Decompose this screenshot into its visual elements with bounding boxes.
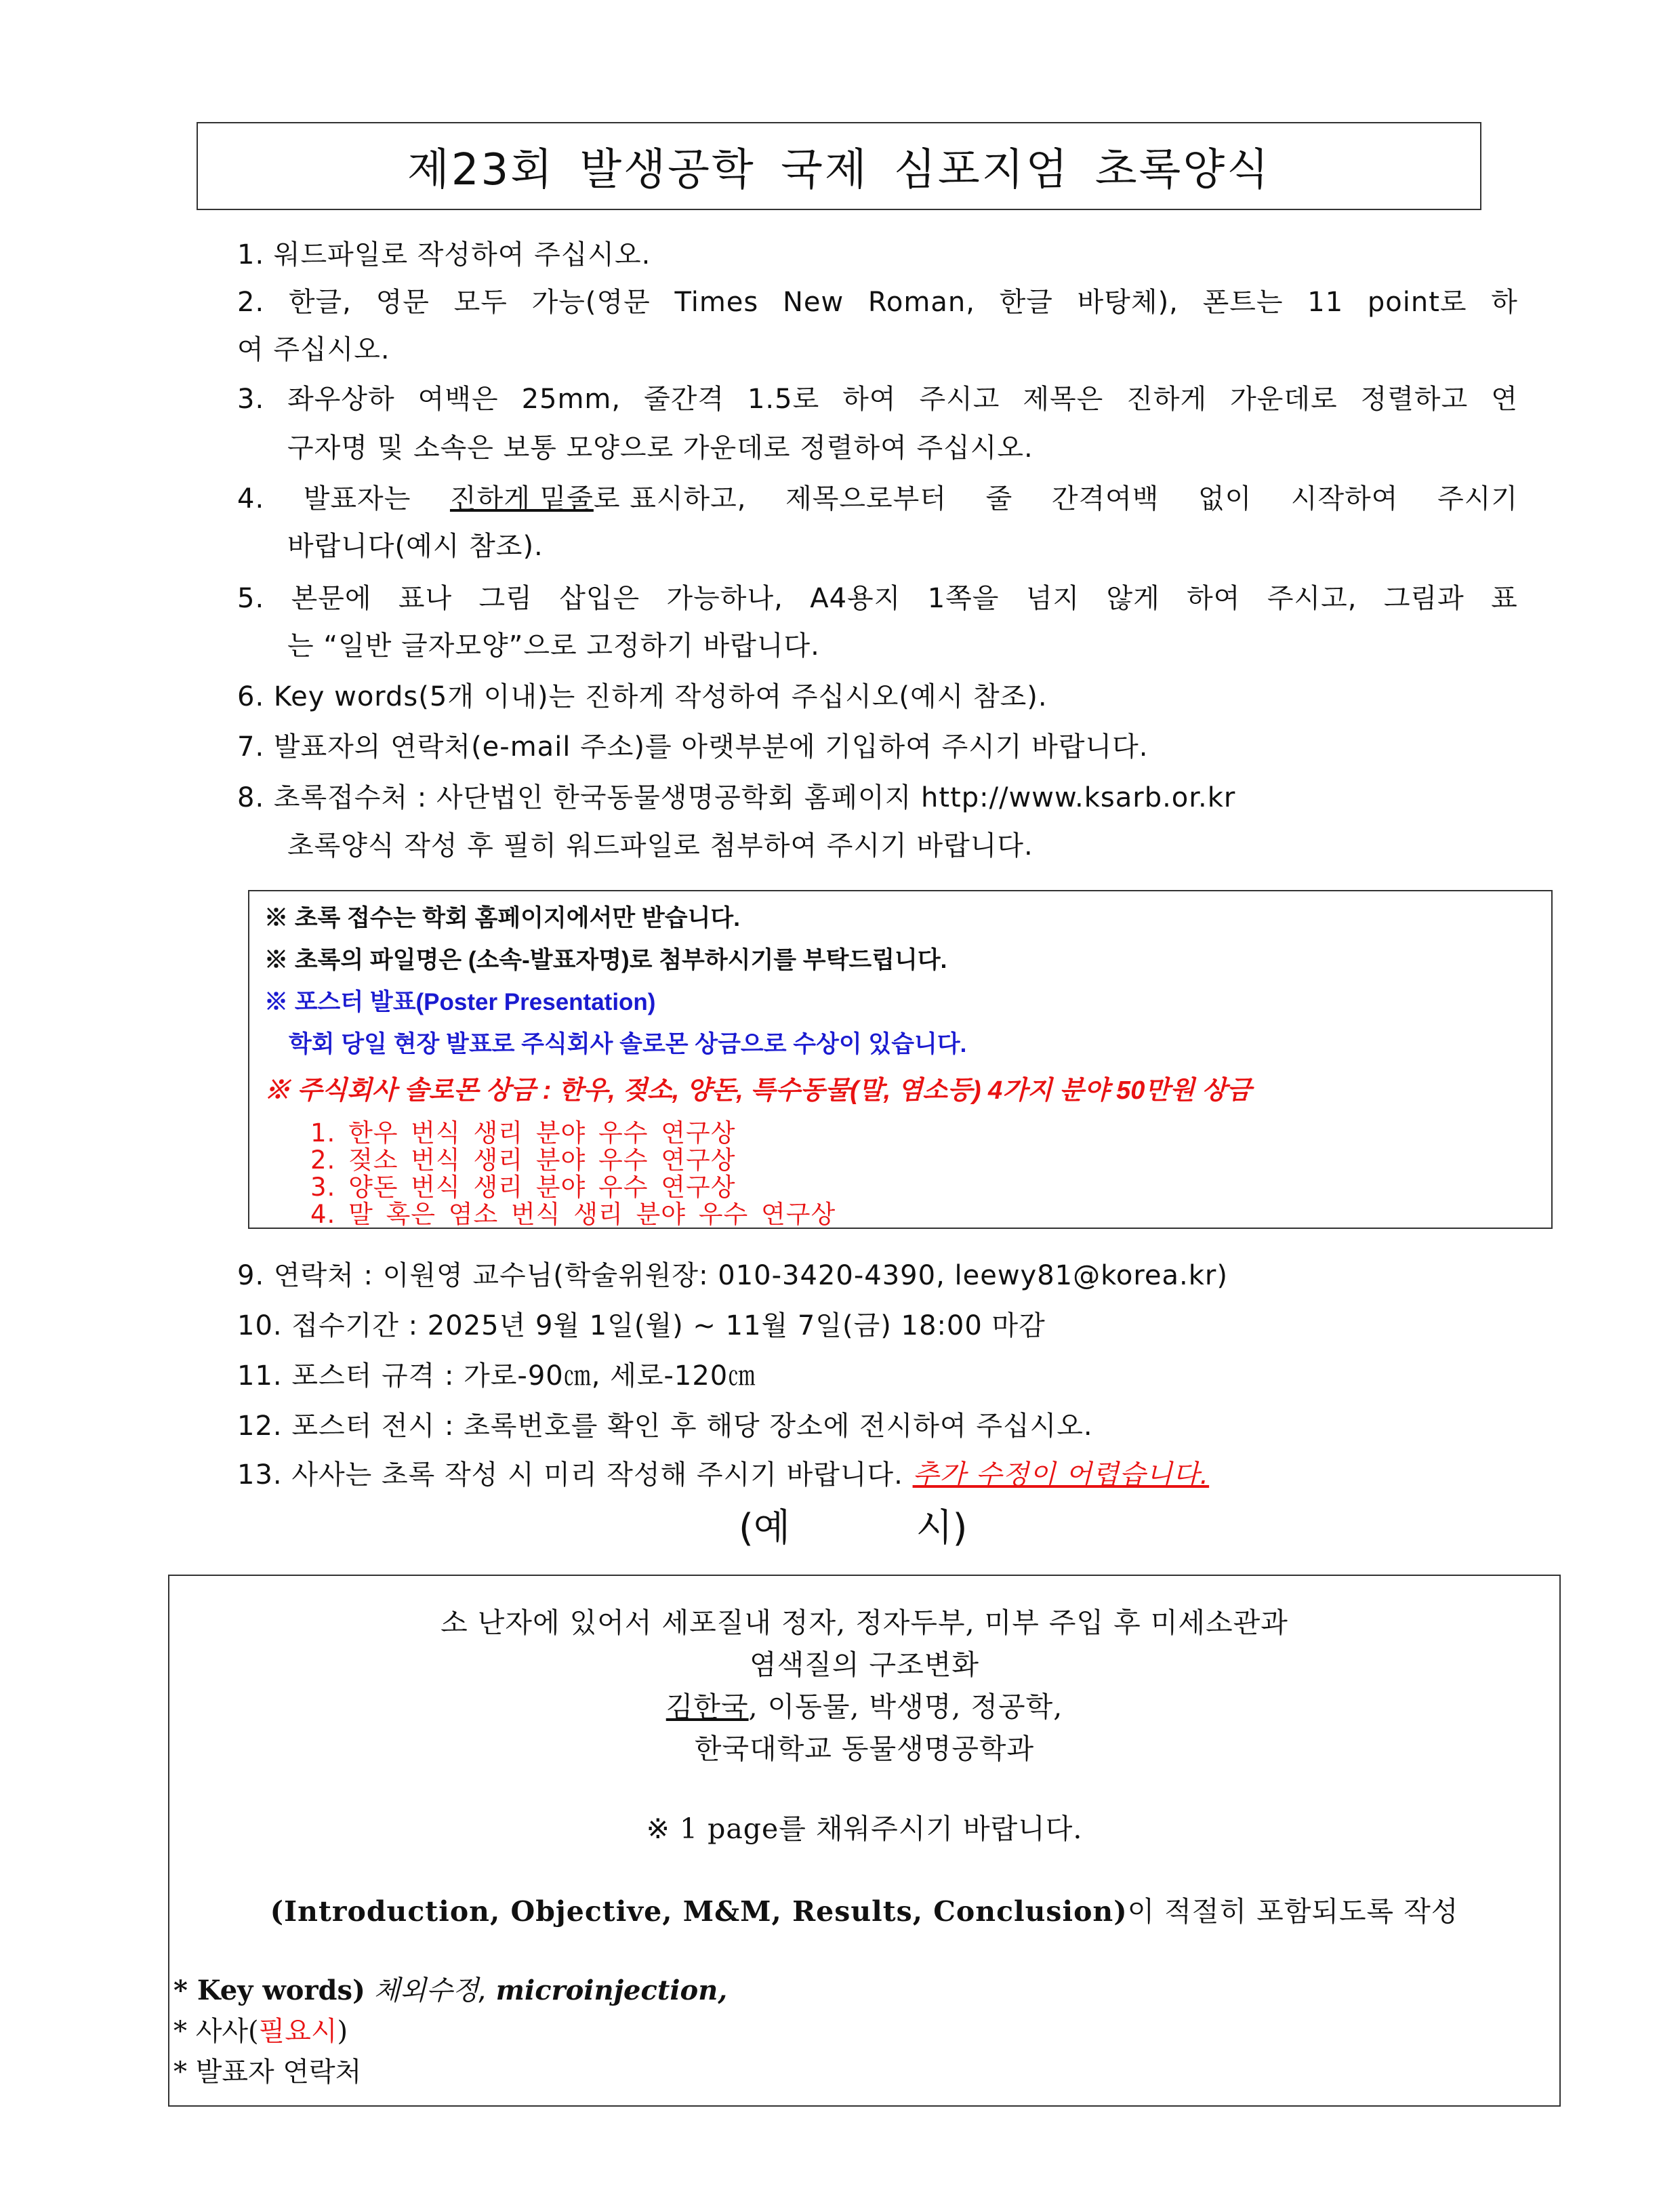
example-sections-list: (Introduction, Objective, M&M, Results, Conclusion)	[270, 1895, 1128, 1928]
instruction-9: 9. 연락처 : 이원영 교수님(학술위원장: 010-3420-4390, leewy81@korea.kr)	[237, 1260, 1228, 1291]
word: 시작하여	[1290, 483, 1399, 514]
example-title-line2: 염색질의 구조변화	[750, 1648, 979, 1681]
keywords-label: * Key words)	[173, 1974, 365, 2006]
award-item: 4. 말 혹은 염소 번식 생리 분야 우수 연구상	[310, 1200, 836, 1229]
word: 3.	[237, 384, 265, 415]
word: 여백은	[417, 384, 499, 415]
word: 2.	[237, 287, 265, 318]
word: 없이	[1198, 483, 1252, 514]
word: A4용지	[810, 583, 901, 614]
example-contact: * 발표자 연락처	[173, 2057, 362, 2088]
word: 그림	[478, 583, 533, 614]
word: 하	[1491, 287, 1518, 318]
word: 영문	[375, 287, 430, 318]
title-box	[197, 122, 1481, 210]
example-sections-note: 이 적절히 포함되도록 작성	[1127, 1895, 1459, 1928]
word: 1.5로	[747, 384, 820, 415]
example-label-open: (예	[739, 1506, 790, 1550]
instruction-12: 12. 포스터 전시 : 초록번호를 확인 후 해당 장소에 전시하여 주십시오.	[237, 1411, 1093, 1442]
word: New	[782, 287, 844, 318]
instruction-8-line2: 초록양식 작성 후 필히 워드파일로 첨부하여 주시기 바랍니다.	[287, 830, 1033, 862]
word: 폰트는	[1202, 287, 1284, 318]
notice-line-1: ※ 초록 접수는 학회 홈페이지에서만 받습니다.	[264, 905, 740, 931]
instruction-1: 1. 워드파일로 작성하여 주십시오.	[237, 239, 651, 270]
word: 바탕체),	[1077, 287, 1179, 318]
example-authors	[169, 1684, 1559, 1724]
instruction-3-line2: 구자명 및 소속은 보통 모양으로 가운데로 정렬하여 주십시오.	[287, 432, 1033, 464]
word: 삽입은	[559, 583, 640, 614]
instruction-7: 7. 발표자의 연락처(e-mail 주소)를 아랫부분에 기입하여 주시기 바랍니다.	[237, 731, 1149, 763]
example-title-line1: 소 난자에 있어서 세포질내 정자, 정자두부, 미부 주입 후 미세소관과	[441, 1606, 1288, 1639]
instruction-4-line2: 바랍니다(예시 참조).	[287, 531, 544, 562]
instruction-5-line1	[237, 574, 1518, 623]
word: 가능(영문	[531, 287, 651, 318]
instruction-5-line2: 는 “일반 글자모양”으로 고정하기 바랍니다.	[287, 630, 820, 662]
example-keywords	[173, 1969, 727, 2008]
ack-suffix: )	[337, 2016, 348, 2047]
notice-poster-detail: 학회 당일 현장 발표로 주식회사 솔로몬 상금으로 수상이 있습니다.	[289, 1031, 967, 1057]
example-label	[739, 1498, 968, 1552]
award-item: 2. 젖소 번식 생리 분야 우수 연구상	[310, 1146, 736, 1175]
word: 가능하나,	[666, 583, 783, 614]
word: 좌우상하	[287, 384, 395, 415]
instruction-13-warning: 추가 수정이 어렵습니다.	[912, 1459, 1210, 1491]
keywords-value-1: 체외수정,	[373, 1975, 487, 2006]
ack-prefix: * 사사(	[173, 2016, 259, 2047]
word: 표	[1491, 583, 1518, 614]
example-coauthors: , 이동물, 박생명, 정공학,	[748, 1690, 1063, 1723]
word: 발표자는	[303, 483, 411, 514]
word: 한글	[999, 287, 1053, 318]
award-item: 3. 양돈 번식 생리 분야 우수 연구상	[310, 1173, 736, 1202]
word: 제목은	[1023, 384, 1104, 415]
example-fill-note: ※ 1 page를 채워주시기 바랍니다.	[646, 1812, 1083, 1845]
page-title: 제23회 발생공학 국제 심포지엄 초록양식	[407, 145, 1271, 195]
keywords-value-2: microinjection,	[495, 1974, 728, 2006]
word: 모두	[453, 287, 508, 318]
word: 25mm,	[521, 384, 621, 415]
word: 줄간격	[644, 384, 724, 415]
word: 하여	[842, 384, 897, 415]
word: 그림과	[1383, 583, 1464, 614]
example-affiliation: 한국대학교 동물생명공학과	[694, 1733, 1035, 1765]
word: point로	[1367, 287, 1467, 318]
notice-poster-heading: ※ 포스터 발표(Poster Presentation)	[264, 989, 656, 1015]
word: 가운데로	[1230, 384, 1338, 415]
word: 표나	[398, 583, 453, 614]
word: Times	[674, 287, 759, 318]
word: Roman,	[867, 287, 975, 318]
instruction-13-text: 13. 사사는 초록 작성 시 미리 작성해 주시기 바랍니다.	[237, 1459, 903, 1491]
word: 연	[1491, 384, 1518, 415]
instruction-2-line1	[237, 278, 1518, 327]
instruction-2-line2: 여 주십시오.	[237, 334, 390, 365]
word: 5.	[237, 583, 265, 614]
instruction-10: 10. 접수기간 : 2025년 9월 1일(월) ~ 11월 7일(금) 18:00 마감	[237, 1310, 1046, 1341]
word: 않게	[1106, 583, 1160, 614]
notice-prize: ※ 주식회사 솔로몬 상금 : 한우, 젖소, 양돈, 특수동물(말, 염소등) 4가지 분야 50만원 상금	[264, 1076, 1252, 1105]
word: 정렬하고	[1360, 384, 1469, 415]
word: 4.	[237, 483, 265, 514]
word: 간격여백	[1051, 483, 1160, 514]
example-label-close: 시)	[916, 1506, 968, 1550]
underlined-phrase-group	[450, 474, 747, 523]
notice-line-2: ※ 초록의 파일명은 (소속-발표자명)로 첨부하시기를 부탁드립니다.	[264, 947, 947, 973]
word: 주시기	[1437, 483, 1518, 514]
word: 진하게	[1126, 384, 1208, 415]
instruction-3-line1	[237, 375, 1518, 424]
word: 로 표시하고,	[593, 483, 747, 514]
word: 넘지	[1025, 583, 1080, 614]
word: 한글,	[288, 287, 352, 318]
award-item: 1. 한우 번식 생리 분야 우수 연구상	[310, 1118, 736, 1148]
example-presenter: 김한국	[665, 1690, 749, 1723]
word: 주시고,	[1267, 583, 1357, 614]
word: 줄	[985, 483, 1013, 514]
instruction-8-line1: 8. 초록접수처 : 사단법인 한국동물생명공학회 홈페이지 http://www.ksarb.or.kr	[237, 782, 1236, 813]
instruction-13	[237, 1451, 1525, 1499]
instruction-4-line1	[237, 474, 1518, 523]
example-acknowledgement	[173, 2010, 348, 2048]
word: 제목으로부터	[785, 483, 947, 514]
word: 본문에	[291, 583, 372, 614]
ack-required: 필요시	[258, 2016, 337, 2047]
underlined-phrase: 진하게 밑줄	[449, 483, 594, 514]
instruction-6: 6. Key words(5개 이내)는 진하게 작성하여 주십시오(예시 참조).	[237, 681, 1048, 712]
word: 11	[1307, 287, 1344, 318]
word: 주시고	[919, 384, 1000, 415]
word: 하여	[1187, 583, 1241, 614]
notice-box	[248, 890, 1553, 1229]
example-box	[168, 1575, 1561, 2107]
instruction-11: 11. 포스터 규격 : 가로-90㎝, 세로-120㎝	[237, 1360, 756, 1392]
example-sections	[169, 1889, 1559, 1929]
word: 1쪽을	[927, 583, 1000, 614]
